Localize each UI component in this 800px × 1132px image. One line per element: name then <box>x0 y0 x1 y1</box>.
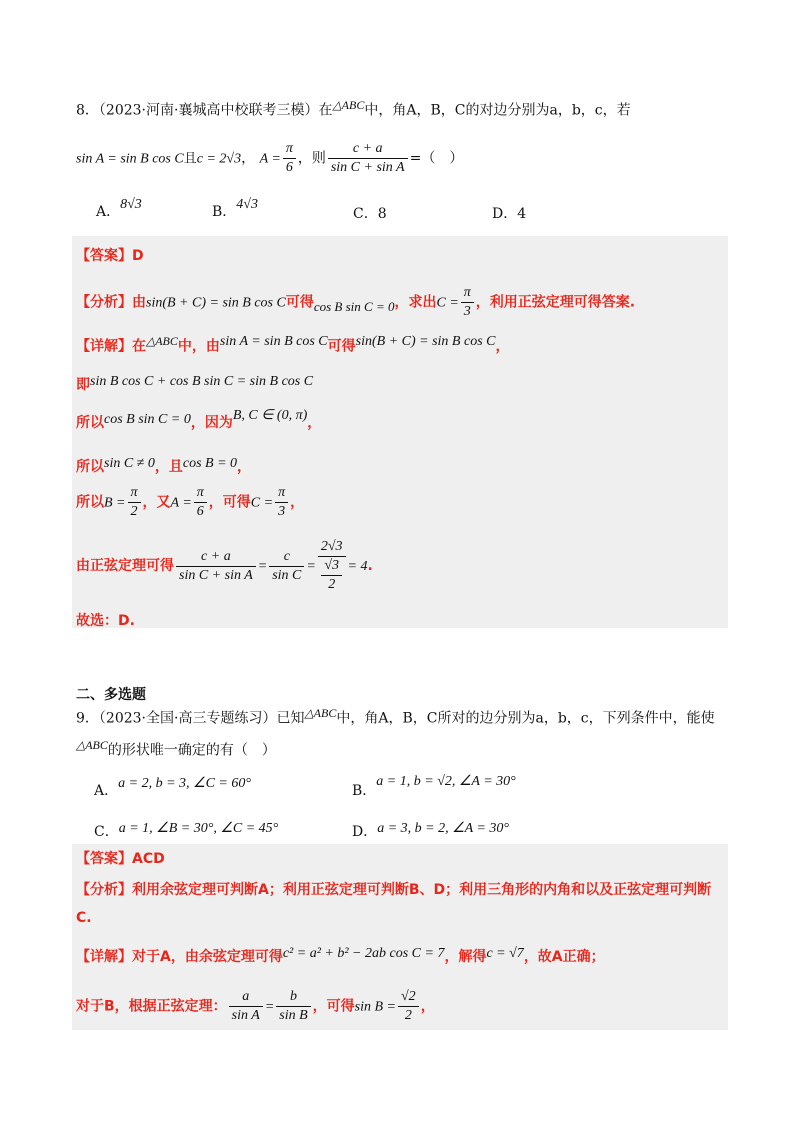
q8-step3-t: ，因为 <box>190 415 233 431</box>
q9-analysis-2: C. <box>76 910 92 926</box>
q8-step5-t2: ，可得 <box>208 494 251 511</box>
q8-source: （2023·河南·襄城高中校联考三模） <box>98 102 319 119</box>
q8-step5-frac2 <box>194 484 207 521</box>
q8-step3-end: ， <box>307 415 322 431</box>
q9-step2-f3-den: 2 <box>404 1008 412 1023</box>
q9-option-a-label: A． <box>94 783 119 799</box>
q9-step2-tag: 对于B，根据正弦定理： <box>76 998 227 1015</box>
q9-detail-m2: c = √7 <box>486 946 524 961</box>
q8-option-d-value: 4 <box>517 206 527 222</box>
q8-answer-line <box>76 245 144 265</box>
q8-step6-eq1: = <box>257 559 268 574</box>
q8-then: ，则 <box>297 150 326 167</box>
q8-final <box>76 610 135 630</box>
q8-step5-frac3 <box>275 484 288 521</box>
q8-analysis-t1: 可得 <box>285 294 314 311</box>
q9-option-c[interactable] <box>94 817 279 840</box>
q8-detail-tag: 【详解】在 <box>76 338 146 355</box>
q9-detail-t2: ，故A正确； <box>523 949 605 965</box>
q8-step6-frac1 <box>176 548 256 585</box>
q8-stem-a: 在 <box>318 102 333 119</box>
q8-expr-fraction <box>328 140 408 177</box>
q8-expr-num: c + a <box>328 140 408 159</box>
q8-option-d[interactable] <box>492 203 526 223</box>
q9-analysis-line1 <box>76 879 711 899</box>
q9-stem-c: 的形状唯一确定的有（ ） <box>107 742 276 759</box>
q9-answer-line <box>76 848 165 868</box>
q8-step5-den2: 6 <box>196 504 204 519</box>
q9-step2-f2-den: sin B <box>279 1008 308 1023</box>
q9-triangle-abc-2: △ABC <box>76 738 108 752</box>
q8-step6-tag: 由正弦定理可得 <box>76 558 174 574</box>
q8-step6-f3-num: 2√3 <box>318 538 346 557</box>
q9-step2 <box>76 988 435 1025</box>
q8-step2-math: sin B cos C + cos B sin C = sin B cos C <box>90 374 314 389</box>
q8-detail-line <box>76 334 509 356</box>
q8-detail-t1: 中，由 <box>177 338 220 355</box>
q8-detail-m1: sin A = sin B cos C <box>219 334 328 349</box>
q9-option-a[interactable] <box>94 772 251 799</box>
q9-option-d-label: D． <box>352 824 378 840</box>
q8-step6-f1-num: c + a <box>176 548 256 567</box>
q8-step4-t: ，且 <box>154 459 183 475</box>
q8-step5-frac1 <box>128 484 141 521</box>
q8-number: 8． <box>76 102 99 119</box>
q8-step6-eq2: = <box>306 559 316 574</box>
q8-analysis-m2: cos B sin C = 0 <box>313 298 395 314</box>
q8-expr-den: sin C + sin A <box>330 160 405 175</box>
q9-step2-frac2 <box>276 988 310 1025</box>
q8-option-b[interactable] <box>212 197 258 221</box>
q9-step2-f1-num: a <box>229 988 263 1007</box>
q8-step6-f1-den: sin C + sin A <box>179 567 253 583</box>
q8-step5-num2: π <box>194 484 207 503</box>
q8-step2-tag: 即 <box>76 377 90 393</box>
q8-comma: ， <box>241 150 256 167</box>
q8-analysis-m3-lhs: C = <box>436 295 459 311</box>
q8-detail-abc: △ABC <box>146 334 178 348</box>
q9-triangle-abc: △ABC <box>304 706 337 720</box>
q8-step6-f3-inner-den: 2 <box>328 577 336 592</box>
q9-step2-end: ， <box>420 998 435 1015</box>
q8-step5-den1: 2 <box>130 504 138 519</box>
q8-analysis-t3: ，利用正弦定理可得答案. <box>475 294 636 311</box>
q8-step5-den3: 3 <box>278 504 286 519</box>
q8-stem-b: 中，角A，B，C的对边分别为a，b，c，若 <box>364 102 631 119</box>
q8-cond2: c = 2√3 <box>196 151 242 167</box>
q8-step3-tag: 所以 <box>76 415 104 431</box>
section-heading: 二、多选题 <box>76 687 146 703</box>
q8-detail-m2: sin(B + C) = sin B cos C <box>355 334 496 349</box>
q8-cond3-fraction <box>283 140 296 177</box>
q8-condition-line <box>76 140 463 177</box>
q8-step3-m1: cos B sin C = 0 <box>104 412 191 427</box>
q8-stem-line <box>76 98 631 120</box>
q8-analysis-t2: ，求出 <box>394 294 437 311</box>
q9-option-d[interactable] <box>352 817 510 840</box>
q8-step4-m2: cos B = 0 <box>182 456 238 471</box>
q8-step5-lhs1: B = <box>104 495 126 511</box>
q8-step4-m1: sin C ≠ 0 <box>104 456 155 471</box>
q8-step5-t1: ，又 <box>142 494 171 511</box>
q9-number: 9． <box>76 710 99 727</box>
q9-option-c-value: a = 1, ∠B = 30°, ∠C = 45° <box>118 821 279 836</box>
q9-step2-lhs: sin B = <box>354 999 396 1015</box>
q8-analysis-line <box>76 284 635 321</box>
q9-answer: 【答案】ACD <box>76 851 165 867</box>
q8-expr-tail: =（ ） <box>409 150 464 167</box>
q9-step2-frac3 <box>398 988 419 1025</box>
q8-option-c-label: C． <box>353 206 378 222</box>
q8-option-c[interactable] <box>353 203 387 223</box>
q9-step2-t: ，可得 <box>312 998 355 1015</box>
q9-detail-m1: c² = a² + b² − 2ab cos C = 7 <box>282 946 445 961</box>
q9-step2-eq: = <box>264 999 275 1015</box>
q9-step2-f2-num: b <box>276 988 310 1007</box>
q9-detail-tag: 【详解】对于A，由余弦定理可得 <box>76 949 283 965</box>
q8-step2 <box>76 374 313 394</box>
q8-option-c-value: 8 <box>377 206 387 222</box>
q8-step5-tag: 所以 <box>76 494 104 511</box>
q8-option-d-label: D． <box>492 206 518 222</box>
q8-final-choice: 故选：D. <box>76 613 135 629</box>
q9-stem-line2 <box>76 738 276 760</box>
q8-option-b-label: B． <box>212 204 237 220</box>
q8-cond3-den: 6 <box>285 160 293 175</box>
q9-analysis-line2 <box>76 910 92 926</box>
q9-analysis-1: 【分析】利用余弦定理可判断A；利用正弦定理可判断B、D；利用三角形的内角和以及正弦定理可判断 <box>76 882 712 898</box>
q8-answer: 【答案】D <box>76 248 144 264</box>
q8-step6-frac3 <box>318 538 346 594</box>
q8-step4-tag: 所以 <box>76 459 104 475</box>
q9-option-b-label: B． <box>352 783 377 799</box>
q8-step4 <box>76 456 251 476</box>
q9-stem-a: 已知 <box>276 710 305 727</box>
q8-step5 <box>76 484 304 521</box>
q8-cond3-num: π <box>283 140 296 159</box>
q8-analysis-den: 3 <box>463 304 471 319</box>
q9-source: （2023·全国·高三专题练习） <box>98 710 277 727</box>
q9-detail-line <box>76 946 605 966</box>
q8-step6-end: . <box>367 558 373 574</box>
q8-step3-m2: B, C ∈ (0, π) <box>232 408 308 423</box>
q9-step2-f1-den: sin A <box>231 1008 260 1023</box>
q8-step4-end: ， <box>237 459 252 475</box>
q8-analysis-m1: sin(B + C) = sin B cos C <box>146 295 286 311</box>
q8-step5-lhs3: C = <box>250 495 274 511</box>
q8-step3 <box>76 408 322 432</box>
q9-option-b[interactable] <box>352 770 516 799</box>
q8-step6-f2-den: sin C <box>272 567 302 583</box>
q9-stem-b: 中，角A，B，C所对的边分别为a，b，c，下列条件中，能使 <box>336 710 715 727</box>
q8-option-a[interactable] <box>96 197 142 221</box>
q8-detail-t3: ， <box>495 338 510 355</box>
q8-step5-lhs2: A = <box>170 495 192 511</box>
q9-option-a-value: a = 2, b = 3, ∠C = 60° <box>118 776 251 791</box>
q8-triangle-abc: △ABC <box>332 98 365 112</box>
q8-step6-f3-inner-num: √3 <box>321 557 342 576</box>
q8-step6-f2-num: c <box>269 548 304 567</box>
q8-cond1: sin A = sin B cos C <box>76 151 184 167</box>
q9-option-b-value: a = 1, b = √2, ∠A = 30° <box>376 774 516 789</box>
q8-step5-num1: π <box>128 484 141 503</box>
q8-step5-num3: π <box>275 484 288 503</box>
q8-analysis-num: π <box>461 284 474 303</box>
q8-option-a-value: 8√3 <box>120 197 142 212</box>
q8-analysis-fraction <box>461 284 474 321</box>
q8-cond3-lhs: A = <box>259 151 281 167</box>
q9-option-c-label: C． <box>94 824 119 840</box>
q8-step6 <box>76 538 373 594</box>
q8-option-b-value: 4√3 <box>236 197 258 212</box>
q8-step6-result: = 4 <box>347 559 368 574</box>
q8-and: 且 <box>183 151 197 167</box>
q8-step6-f3-den <box>318 557 346 594</box>
q9-stem-line1 <box>76 706 715 728</box>
q8-detail-t2: 可得 <box>327 338 356 355</box>
q9-detail-t1: ，解得 <box>444 949 487 965</box>
q9-step2-f3-num: √2 <box>398 988 419 1007</box>
q8-step5-end: ， <box>290 494 305 511</box>
q8-analysis-tag: 【分析】由 <box>76 294 146 311</box>
q9-step2-frac1 <box>229 988 263 1025</box>
q9-option-d-value: a = 3, b = 2, ∠A = 30° <box>377 821 510 836</box>
q8-option-a-label: A． <box>96 204 121 220</box>
q8-step6-f3-inner-frac <box>321 557 342 594</box>
q8-step6-frac2 <box>269 548 304 585</box>
